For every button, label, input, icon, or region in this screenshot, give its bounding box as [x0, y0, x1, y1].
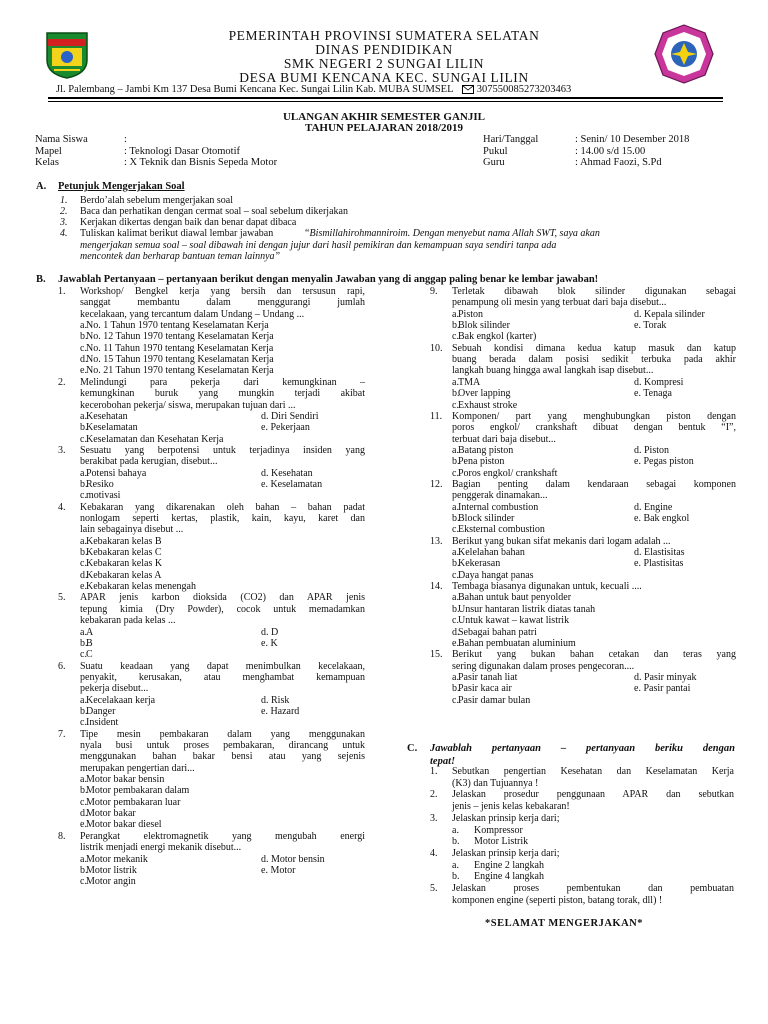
option-text: No. 11 Tahun 1970 tentang Keselamatan Kerja	[86, 342, 274, 354]
option-text: Blok silinder	[458, 320, 510, 332]
question-text: Sebutkan pengertian Kesehatan dan Keselamatan Kerja	[452, 766, 734, 777]
option-letter: b.	[80, 547, 88, 559]
option-text-right: d. Pasir minyak	[634, 671, 697, 683]
question-text: pekerja disebut...	[80, 683, 149, 695]
option-letter: c.	[80, 342, 87, 354]
question-text: penggerak dinamakan...	[452, 490, 548, 502]
option-text: Pena piston	[458, 456, 505, 468]
option-text: Kebakaran kelas B	[86, 535, 162, 547]
option-text: Potensi bahaya	[86, 467, 147, 479]
option-text: Bak engkol (karter)	[458, 331, 537, 343]
question-number: 5.	[430, 883, 438, 894]
option-text-right: d. Kepala silinder	[634, 308, 705, 320]
option-text: Internal combustion	[458, 501, 539, 513]
question-text: Perangkat elektromagnetik yang mengubah energi	[80, 830, 365, 842]
option-text: No. 1 Tahun 1970 tentang Keselamatan Kerja	[86, 320, 269, 332]
option-text: B	[86, 637, 93, 649]
info-value: : X Teknik dan Bisnis Sepeda Motor	[124, 157, 278, 168]
question-number: 1.	[430, 766, 438, 777]
mail-icon	[462, 85, 474, 94]
info-label: Pukul	[483, 145, 508, 157]
option-text: Motor mekanik	[86, 853, 148, 865]
option-letter: b.	[452, 683, 460, 695]
option-letter: e.	[80, 581, 87, 593]
question-text: APAR jenis karbon dioksida (CO2) dan APAR jenis	[80, 592, 365, 604]
section-a-title: Petunjuk Mengerjakan Soal	[58, 181, 185, 192]
option-text: Poros engkol/ crankshaft	[458, 467, 558, 479]
question-number: 6.	[58, 660, 66, 672]
option-letter: a.	[452, 592, 459, 604]
option-text: Motor bakar	[86, 808, 136, 820]
option-text: Keselamatan	[86, 422, 138, 434]
option-letter: c.	[452, 399, 459, 411]
option-letter: a.	[80, 694, 87, 706]
option-text: Motor pembakaran dalam	[86, 785, 190, 797]
option-letter: c.	[80, 558, 87, 570]
question-text: poros engkol/ crankshaft dibuat dengan bentuk “I”,	[452, 422, 736, 434]
question-number: 13.	[430, 535, 443, 547]
question-number: 1.	[58, 286, 66, 297]
address-line	[56, 84, 571, 95]
exam-title: ULANGAN AKHIR SEMESTER GANJIL	[282, 111, 485, 123]
option-text: Engine 4 langkah	[474, 871, 544, 883]
option-letter: c.	[452, 694, 459, 706]
option-letter: c.	[80, 433, 87, 445]
info-label: Nama Siswa	[35, 134, 88, 145]
option-text: Keselamatan dan Kesehatan Kerja	[86, 433, 224, 445]
option-letter: c.	[452, 524, 459, 536]
question-text: Jelaskan prosedur penggunaan APAR dan sebutkan	[452, 789, 734, 801]
section-c-label: C.	[407, 743, 418, 754]
question-text: Berikut yang bukan sifat mekanis dari logam adalah ...	[452, 535, 671, 547]
option-text-right: d. Kompresi	[634, 376, 684, 388]
option-text-right: d. Diri Sendiri	[261, 410, 319, 422]
question-text: penampung oli mesin yang terbuat dari baja disebut...	[452, 297, 667, 309]
option-text: Bahan untuk baut penyolder	[458, 592, 572, 604]
question-text: Jelaskan prinsip kerja dari;	[452, 847, 560, 859]
option-letter: b.	[452, 320, 460, 332]
info-label: Kelas	[35, 157, 59, 168]
option-letter: e.	[80, 819, 87, 831]
question-text: merupakan pengertian dari...	[80, 762, 195, 774]
option-text-right: d. Elastisitas	[634, 547, 685, 559]
option-letter: b.	[452, 388, 460, 400]
option-text-right: e. Pegas piston	[634, 456, 694, 468]
option-letter: c.	[452, 615, 459, 627]
question-number: 15.	[430, 649, 443, 661]
option-letter: c.	[80, 796, 87, 808]
question-number: 3.	[58, 444, 66, 456]
header-divider-thick	[48, 97, 723, 99]
exam-year: TAHUN PELAJARAN 2018/2019	[304, 122, 464, 134]
section-b-title: Jawablah Pertanyaan – pertanyaan berikut dengan menyalin Jawaban yang di anggap paling benar ke lembar jawaban!	[58, 274, 599, 285]
option-letter: b.	[80, 331, 88, 343]
option-text: Danger	[86, 705, 116, 717]
option-letter: a.	[80, 410, 87, 422]
option-text-right: e. Pasir pantai	[634, 683, 691, 695]
option-text: Engine 2 langkah	[474, 859, 544, 871]
list-text: Baca dan perhatikan dengan cermat soal – soal sebelum dikerjakan	[80, 206, 348, 217]
option-text-right: d. Engine	[634, 501, 673, 513]
question-text: berakibat pada kerugian, disebut...	[80, 456, 218, 468]
list-number: 4.	[60, 228, 68, 239]
option-letter: c.	[452, 467, 459, 479]
option-text: Motor bakar diesel	[86, 819, 162, 831]
question-text: terbuat dari baja disebut...	[452, 433, 556, 445]
option-letter: c.	[80, 649, 87, 661]
option-text: Pasir damar bulan	[458, 694, 531, 706]
option-text: Kelelahan bahan	[458, 547, 525, 559]
email-text: 307550085273203463	[476, 84, 572, 95]
question-text: penyakit, kerusakan, atau menghambat kemampuan	[80, 671, 365, 683]
question-text: langkah buang hingga awal langkah isap disebut...	[452, 365, 654, 377]
question-number: 2.	[58, 376, 66, 388]
option-text-right: d. Kesehatan	[261, 467, 313, 479]
option-letter: b.	[452, 603, 460, 615]
question-number: 4.	[430, 847, 438, 859]
option-letter: a.	[80, 467, 87, 479]
option-letter: d.	[80, 569, 88, 581]
question-text: sanggat membantu dalam menggurangi jumlah	[80, 297, 365, 309]
section-c-title-cont: tepat!	[430, 756, 456, 767]
option-text: Pasir tanah liat	[458, 671, 518, 683]
list-number: 1.	[60, 195, 68, 206]
info-value: : Teknologi Dasar Otomotif	[124, 145, 241, 157]
info-value: : Ahmad Faozi, S.Pd	[575, 157, 662, 168]
option-text: Batang piston	[458, 444, 514, 456]
question-number: 12.	[430, 478, 443, 490]
option-letter: a.	[80, 535, 87, 547]
option-text: Kebakaran kelas C	[86, 547, 162, 559]
option-letter: a.	[80, 853, 87, 865]
question-text: Kebakaran yang dikarenakan oleh bahan – bahan padat	[80, 501, 365, 513]
question-text: Komponen/ part yang menghubungkan piston dengan	[452, 410, 736, 422]
question-number: 4.	[58, 501, 66, 513]
option-text-right: d. Motor bensin	[261, 853, 325, 865]
option-text: Kekerasan	[458, 558, 501, 570]
option-text: Kesehatan	[86, 410, 128, 422]
option-letter: b.	[452, 836, 460, 848]
header-line4: DESA BUMI KENCANA KEC. SUNGAI LILIN	[239, 70, 529, 85]
option-text: Piston	[458, 308, 484, 320]
list-text: Berdo’alah sebelum mengerjakan soal	[80, 195, 233, 206]
option-text: Sebagai bahan patri	[458, 626, 537, 638]
question-text: listrik menjadi energi mekanik disebut...	[80, 842, 242, 854]
option-text: Block silinder	[458, 513, 515, 524]
option-letter: d.	[80, 808, 88, 820]
question-text: komponen engine (seperti piston, batang torak, dll) !	[452, 894, 663, 906]
option-letter: b.	[80, 637, 88, 649]
option-text: Over lapping	[458, 388, 511, 400]
section-c-title: Jawablah pertanyaan – pertanyaan beriku dengan	[430, 743, 735, 754]
question-text: menggunakan bahan bakar bensi atau yang sejenis	[80, 751, 365, 763]
option-letter: a.	[80, 774, 87, 786]
option-letter: a.	[452, 547, 459, 559]
option-text-right: e. Motor	[261, 864, 296, 876]
option-text: Kebakaran kelas menengah	[86, 581, 196, 593]
option-letter: b.	[80, 478, 88, 490]
instruction-quote: “Bismillahirohmanniroim. Dengan menyebut nama Allah SWT, saya akan	[304, 228, 600, 239]
option-letter: b.	[452, 871, 460, 883]
question-text: Bagian penting dalam kendaraan sebagai komponen	[452, 478, 736, 490]
option-letter: a.	[452, 671, 459, 683]
option-text: Insident	[86, 717, 119, 729]
option-text: No. 12 Tahun 1970 tentang Keselamatan Kerja	[86, 331, 274, 343]
question-text: Workshop/ Bengkel kerja yang bersih dan tersusun rapi,	[80, 286, 365, 297]
option-text: Motor bakar bensin	[86, 774, 165, 786]
section-b-label: B.	[36, 274, 46, 285]
list-text: Tuliskan kalimat berikut diawal lembar jawaban	[80, 228, 274, 239]
option-text-right: e. Bak engkol	[634, 513, 690, 524]
option-letter: a.	[452, 501, 459, 513]
option-text: Exhaust stroke	[458, 399, 518, 411]
info-value: :	[124, 134, 127, 145]
info-label: Mapel	[35, 145, 62, 157]
question-text: sering digunakan dalam proses pengecoran....	[452, 660, 635, 672]
question-text: Tipe mesin pembakaran dalam yang menggunakan	[80, 728, 365, 740]
header-line1: PEMERINTAH PROVINSI SUMATERA SELATAN	[228, 28, 540, 43]
option-letter: b.	[452, 513, 460, 524]
question-text: Berikut yang bukan bahan cetakan dan teras yang	[452, 649, 736, 661]
option-text: A	[86, 626, 94, 638]
option-text-right: e. Plastisitas	[634, 558, 684, 570]
option-text: No. 21 Tahun 1970 tentang Keselamatan Kerja	[86, 365, 274, 377]
info-label: Hari/Tanggal	[483, 134, 539, 145]
question-text: kecelakaan, yang tercantum dalam Undang – Undang ...	[80, 308, 305, 320]
option-letter: c.	[80, 717, 87, 729]
option-text: Motor pembakaran luar	[86, 796, 181, 808]
question-text: nyala busi untuk proses pembakaran, dirancang untuk	[80, 740, 365, 751]
option-letter: d.	[452, 626, 460, 638]
option-text-right: d. Risk	[261, 694, 290, 706]
option-letter: c.	[452, 569, 459, 581]
option-letter: a.	[452, 308, 459, 320]
instruction-quote-end: mencontek dan berharap bantuan teman lainnya”	[80, 251, 281, 262]
option-text: Motor Listrik	[474, 836, 529, 848]
question-text: tepung kimia (Dry Powder), cocok untuk memadamkan	[80, 603, 365, 615]
option-text: motivasi	[86, 490, 121, 502]
option-text: Pasir kaca air	[458, 683, 512, 695]
question-number: 2.	[430, 789, 438, 801]
closing-message: *SELAMAT MENGERJAKAN*	[485, 918, 643, 929]
option-text-right: e. Tenaga	[634, 388, 672, 400]
option-text-right: d. Piston	[634, 444, 670, 456]
header-divider-thin	[48, 101, 723, 102]
option-text: Kebakaran kelas K	[86, 558, 163, 570]
question-number: 3.	[430, 812, 438, 824]
option-letter: b.	[80, 422, 88, 434]
question-text: nonlogam seperti kertas, plastik, kain, kayu, karet dan	[80, 513, 365, 524]
option-text-right: e. Hazard	[261, 705, 300, 717]
option-text-right: e. K	[261, 637, 278, 649]
question-text: jenis – jenis kelas kebakaran!	[452, 801, 570, 813]
question-text: (K3) dan Tujuannya !	[452, 777, 539, 789]
option-letter: a.	[452, 824, 459, 836]
question-text: kemungkinan buruk yang mungkin terjadi akibat	[80, 388, 365, 400]
option-text: No. 15 Tahun 1970 tentang Keselamatan Kerja	[86, 354, 274, 366]
option-text: Motor listrik	[86, 864, 137, 876]
option-letter: a.	[452, 376, 459, 388]
header-line3: SMK NEGERI 2 SUNGAI LILIN	[283, 56, 485, 71]
option-text: Motor angin	[86, 876, 136, 888]
option-letter: d.	[80, 354, 88, 366]
question-text: Tembaga biasanya digunakan untuk, kecuali ....	[452, 581, 642, 593]
option-text-right: d. D	[261, 626, 279, 638]
question-text: Sebuah kondisi dimana kedua katup masuk dan katup	[452, 342, 736, 354]
question-text: buang berada dalam posisi sedikit terbuka pada akhir	[452, 354, 736, 366]
info-value: : 14.00 s/d 15.00	[575, 145, 646, 157]
info-label: Guru	[483, 157, 505, 168]
option-text-right: e. Keselamatan	[261, 478, 323, 490]
info-value: : Senin/ 10 Desember 2018	[575, 134, 690, 145]
question-number: 7.	[58, 728, 66, 740]
list-number: 2.	[60, 206, 68, 217]
option-text: Untuk kawat – kawat listrik	[458, 615, 570, 627]
option-text: Daya hangat panas	[458, 569, 534, 581]
option-letter: b.	[80, 864, 88, 876]
option-letter: e.	[452, 637, 459, 649]
option-letter: e.	[80, 365, 87, 377]
list-number: 3.	[60, 217, 68, 228]
question-number: 10.	[430, 342, 443, 354]
option-letter: c.	[452, 331, 459, 343]
instruction-quote-cont: mengerjakan semua soal – soal dibawah ini dengan jujur dari hasil pemikiran dan kemampuan saya sendiri tanpa ada	[80, 240, 557, 251]
option-letter: b.	[452, 456, 460, 468]
option-text: Kecelakaan kerja	[86, 694, 156, 706]
option-letter: a.	[80, 320, 87, 332]
option-letter: b.	[452, 558, 460, 570]
question-text: lain sebagainya disebut ...	[80, 524, 184, 536]
question-text: Melindungi para pekerja dari kemungkinan –	[80, 376, 365, 388]
question-number: 8.	[58, 830, 66, 842]
option-text: Kebakaran kelas A	[86, 569, 162, 581]
question-number: 5.	[58, 592, 66, 604]
option-text: Kompressor	[474, 824, 523, 836]
option-text: TMA	[458, 376, 481, 388]
option-text: C	[86, 649, 93, 661]
address-text: Jl. Palembang – Jambi Km 137 Desa Bumi Kencana Kec. Sungai Lilin Kab. MUBA SUMSEL	[56, 84, 454, 95]
header-line2: DINAS PENDIDIKAN	[315, 42, 453, 57]
question-number: 11.	[430, 410, 443, 422]
question-text: kebakaran pada kelas ...	[80, 615, 176, 627]
question-text: Suatu keadaan yang dapat menimbulkan kecelakaan,	[80, 660, 365, 672]
option-text-right: e. Pekerjaan	[261, 422, 310, 434]
option-text: Bahan pembuatan aluminium	[458, 637, 576, 649]
option-letter: a.	[452, 444, 459, 456]
question-number: 9.	[430, 286, 438, 297]
option-text-right: e. Torak	[634, 320, 667, 332]
question-text: kecerobohan pekerja/ siswa, merupakan tujuan dari ...	[80, 399, 296, 411]
option-text: Unsur hantaran listrik diatas tanah	[458, 603, 596, 615]
option-letter: c.	[80, 876, 87, 888]
option-letter: b.	[80, 785, 88, 797]
question-text: Terletak dibawah blok silinder digunakan sebagai	[452, 286, 736, 297]
question-text: Jelaskan prinsip kerja dari;	[452, 812, 560, 824]
option-text: Eksternal combustion	[458, 524, 545, 536]
question-number: 14.	[430, 581, 443, 593]
option-text: Resiko	[86, 478, 114, 490]
section-a-label: A.	[36, 181, 47, 192]
option-letter: a.	[80, 626, 87, 638]
option-letter: a.	[452, 859, 459, 871]
list-text: Kerjakan dikertas dengan baik dan benar dapat dibaca	[80, 217, 297, 228]
question-text: Jelaskan proses pembentukan dan pembuatan	[452, 883, 734, 894]
option-letter: b.	[80, 705, 88, 717]
option-letter: c.	[80, 490, 87, 502]
question-text: Sesuatu yang berpotensi untuk terjadinya insiden yang	[80, 444, 365, 456]
